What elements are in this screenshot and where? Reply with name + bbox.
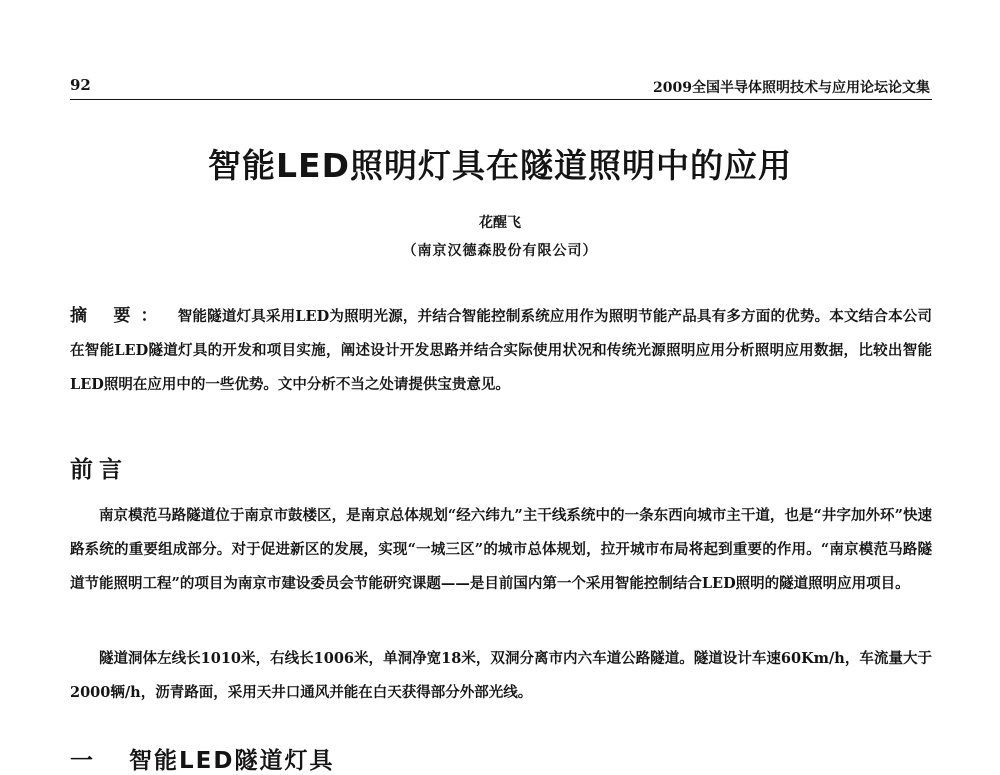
abstract xyxy=(70,299,932,402)
section-heading-preface: 前言 xyxy=(70,457,128,483)
paragraph: 南京模范马路隧道位于南京市鼓楼区，是南京总体规划“经六纬九”主干线系统中的一条东西向城市主干道，也是“井字加外环”快速路系统的重要组成部分。对于促进新区的发展，实现“一城三区”的城市总体规划，拉开城市布局将起到重要的作用。“南京模范马路隧道节能照明工程”的项目为南京市建设委员会节能研究课题——是目前国内第一个采用智能控制结合LED照明的隧道照明应用项目。 xyxy=(70,507,932,592)
author: 花醒飞 xyxy=(479,215,521,231)
page-number: 92 xyxy=(70,76,91,94)
abstract-text: 智能隧道灯具采用LED为照明光源，并结合智能控制系统应用作为照明节能产品具有多方面的优势。本文结合本公司在智能LED隧道灯具的开发和项目实施，阐述设计开发思路并结合实际使用状况和传统光源照明应用分析照明应用数据，比较出智能LED照明在应用中的一些优势。文中分析不当之处请提供宝贵意见。 xyxy=(70,308,932,393)
abstract-label: 摘 要： xyxy=(70,306,168,326)
affiliation: （南京汉德森股份有限公司） xyxy=(402,243,598,259)
section-heading-1 xyxy=(70,742,334,775)
paragraph: 隧道洞体左线长1010米，右线长1006米，单洞净宽18米，双洞分离市内六车道公路隧道。隧道设计车速60Km/h，车流量大于2000辆/h，沥青路面，采用天井口通风并能在白天获得部分外部光线。 xyxy=(70,650,932,701)
section-title: 智能LED隧道灯具 xyxy=(129,748,335,774)
paper-title: 智能LED照明灯具在隧道照明中的应用 xyxy=(208,146,792,185)
section-number: 一 xyxy=(70,748,95,774)
header-rule xyxy=(70,99,932,100)
running-header: 2009全国半导体照明技术与应用论坛论文集 xyxy=(653,80,930,96)
